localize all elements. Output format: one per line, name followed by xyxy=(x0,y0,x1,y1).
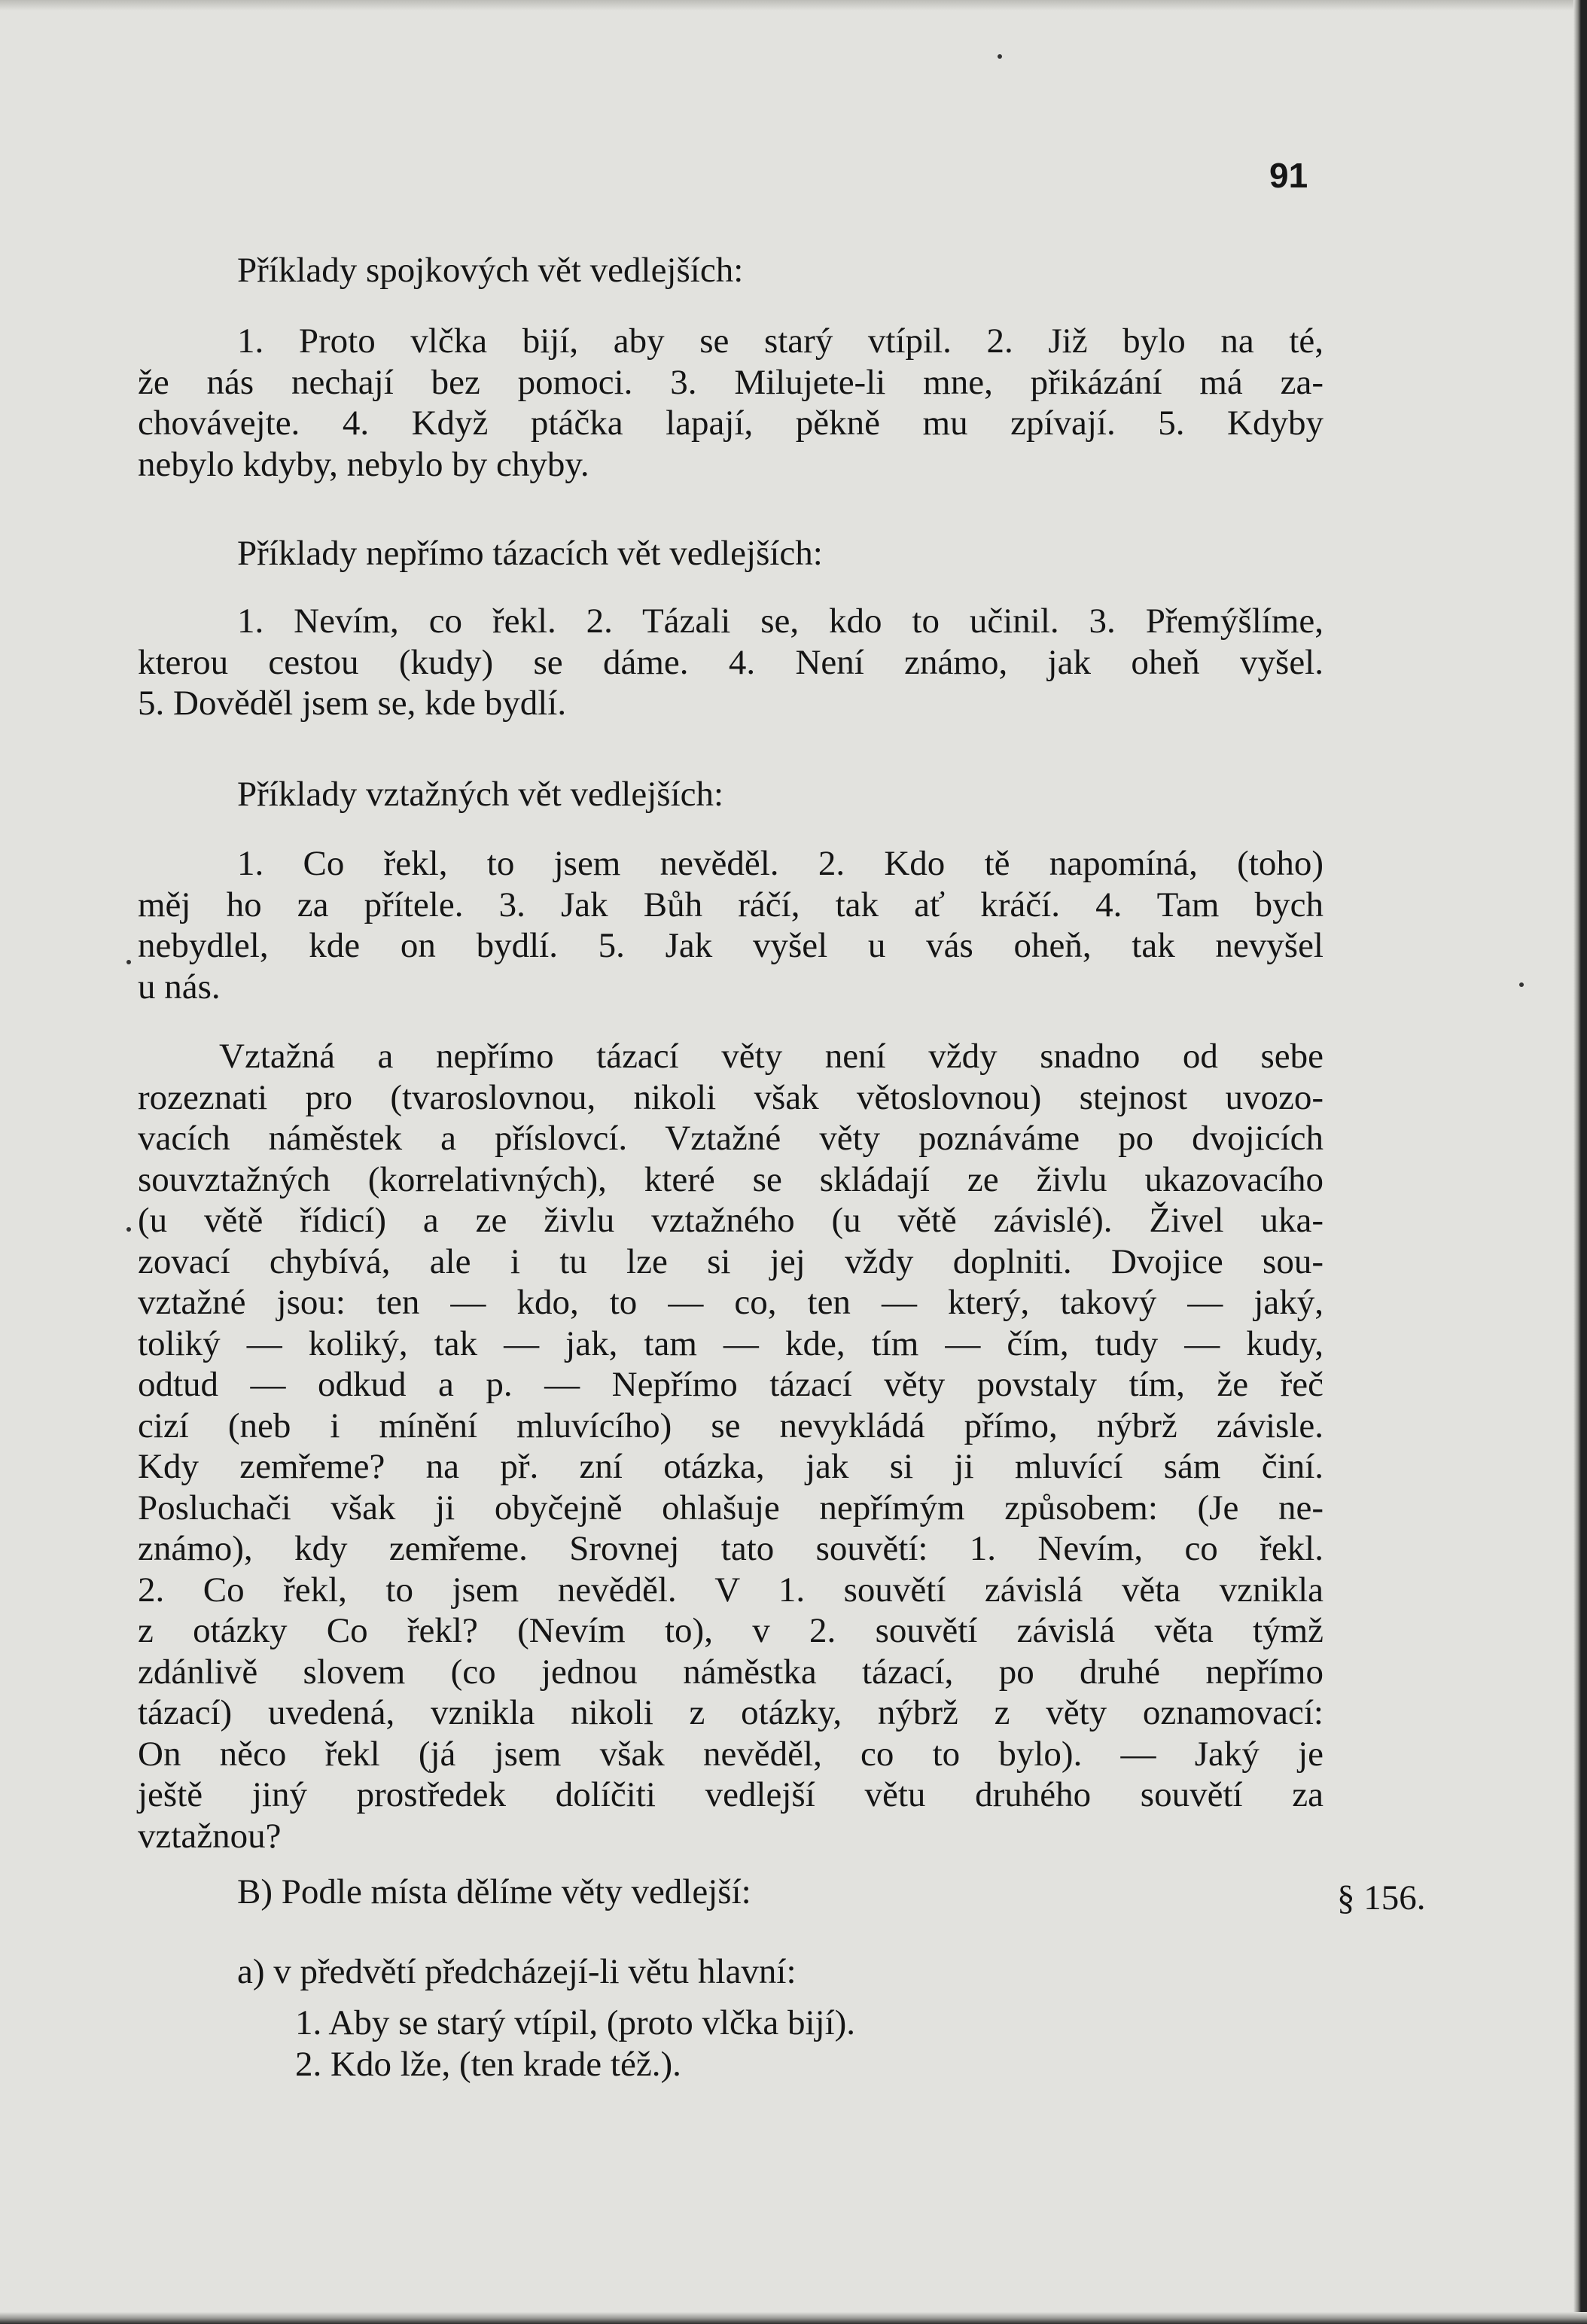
section-mark: § 156. xyxy=(1337,1878,1426,1917)
text-line: Posluchači však ji obyčejně ohlašuje nepřímým způsobem: (Je ne- xyxy=(138,1488,1324,1528)
example-line: 1. Aby se starý vtípil, (proto vlčka bijí). xyxy=(295,2003,856,2042)
section-a-heading: a) v předvětí předcházejí-li větu hlavní: xyxy=(237,1952,797,1991)
text-line: tázací) uvedená, vznikla nikoli z otázky, nýbrž z věty oznamovací: xyxy=(138,1693,1324,1732)
text-line: nebydlel, kde on bydlí. 5. Jak vyšel u vás oheň, tak nevyšel xyxy=(138,926,1324,965)
text-line: toliký — koliký, tak — jak, tam — kde, tím — čím, tudy — kudy, xyxy=(138,1323,1324,1363)
text-line: 1. Nevím, co řekl. 2. Tázali se, kdo to učinil. 3. Přemýšlíme, xyxy=(237,602,1324,641)
text-line: 1. Proto vlčka bijí, aby se starý vtípil. 2. Již bylo na té, xyxy=(237,321,1324,361)
scan-edge-top xyxy=(0,0,1587,11)
scan-speck xyxy=(998,54,1002,59)
scan-edge-bottom xyxy=(0,2312,1587,2324)
text-line: z otázky Co řekl? (Nevím to), v 2. souvětí závislá věta týmž xyxy=(138,1611,1324,1650)
text-line: On něco řekl (já jsem však nevěděl, co to bylo). — Jaký je xyxy=(138,1734,1324,1774)
text-line: rozeznati pro (tvaroslovnou, nikoli však větoslovnou) stejnost uvozo- xyxy=(138,1077,1324,1117)
text-line: (u větě řídicí) a ze živlu vztažného (u větě závislé). Živel uka- xyxy=(138,1201,1324,1240)
text-line: ještě jiný prostředek dolíčiti vedlejší větu druhého souvětí za xyxy=(138,1775,1324,1814)
scan-speck xyxy=(1519,982,1524,987)
text-line: známo), kdy zemřeme. Srovnej tato souvětí: 1. Nevím, co řekl. xyxy=(138,1529,1324,1568)
heading-relative-clauses: Příklady vztažných vět vedlejších: xyxy=(237,775,724,814)
text-line: měj ho za přítele. 3. Jak Bůh ráčí, tak ať kráčí. 4. Tam bych xyxy=(138,885,1324,924)
text-line: vztažné jsou: ten — kdo, to — co, ten — který, takový — jaký, xyxy=(138,1283,1324,1322)
text-line: vacích náměstek a příslovcí. Vztažné věty poznáváme po dvojicích xyxy=(138,1119,1324,1158)
text-line: že nás nechají bez pomoci. 3. Milujete-li mne, přikázání má za- xyxy=(138,362,1324,402)
example-line: 2. Kdo lže, (ten krade též.). xyxy=(295,2045,681,2084)
text-line: kterou cestou (kudy) se dáme. 4. Není známo, jak oheň vyšel. xyxy=(138,642,1324,682)
text-line: Vztažná a nepřímo tázací věty není vždy snadno od sebe xyxy=(219,1037,1324,1076)
paragraph-relative-examples xyxy=(138,843,1324,1007)
text-line: vztažnou? xyxy=(138,1816,282,1856)
text-line: zdánlivě slovem (co jednou náměstka tázací, po druhé nepřímo xyxy=(138,1652,1324,1692)
section-b-heading: B) Podle místa dělíme věty vedlejší: xyxy=(237,1872,751,1911)
text-line: 2. Co řekl, to jsem nevěděl. V 1. souvětí závislá věta vznikla xyxy=(138,1570,1324,1610)
text-line: souvztažných (korrelativných), které se skládají ze živlu ukazovacího xyxy=(138,1159,1324,1199)
text-line: chovávejte. 4. Když ptáčka lapají, pěkně mu zpívají. 5. Kdyby xyxy=(138,404,1324,443)
heading-conjunctive-clauses: Příklady spojkových vět vedlejších: xyxy=(237,251,744,290)
paragraph-conjunctive-examples xyxy=(138,321,1324,485)
page-number: 91 xyxy=(1269,156,1308,195)
scan-speck xyxy=(126,960,131,964)
scan-edge-right xyxy=(1573,0,1587,2324)
heading-indirect-question-clauses: Příklady nepřímo tázacích vět vedlejších: xyxy=(237,534,823,573)
text-line: Kdy zemřeme? na př. zní otázka, jak si ji mluvící sám činí. xyxy=(138,1447,1324,1486)
scan-speck xyxy=(126,1227,131,1232)
paragraph-explanation xyxy=(138,1036,1324,1856)
text-line: cizí (neb i mínění mluvícího) se nevykládá přímo, nýbrž závisle. xyxy=(138,1406,1324,1445)
paragraph-indirect-examples xyxy=(138,601,1324,724)
text-line: 1. Co řekl, to jsem nevěděl. 2. Kdo tě napomíná, (toho) xyxy=(237,844,1324,883)
text-line: odtud — odkud a p. — Nepřímo tázací věty povstaly tím, že řeč xyxy=(138,1365,1324,1404)
text-line: zovací chybívá, ale i tu lze si jej vždy doplniti. Dvojice sou- xyxy=(138,1241,1324,1281)
text-line: 5. Dověděl jsem se, kde bydlí. xyxy=(138,684,567,723)
text-line: nebylo kdyby, nebylo by chyby. xyxy=(138,444,589,484)
text-line: u nás. xyxy=(138,967,221,1007)
